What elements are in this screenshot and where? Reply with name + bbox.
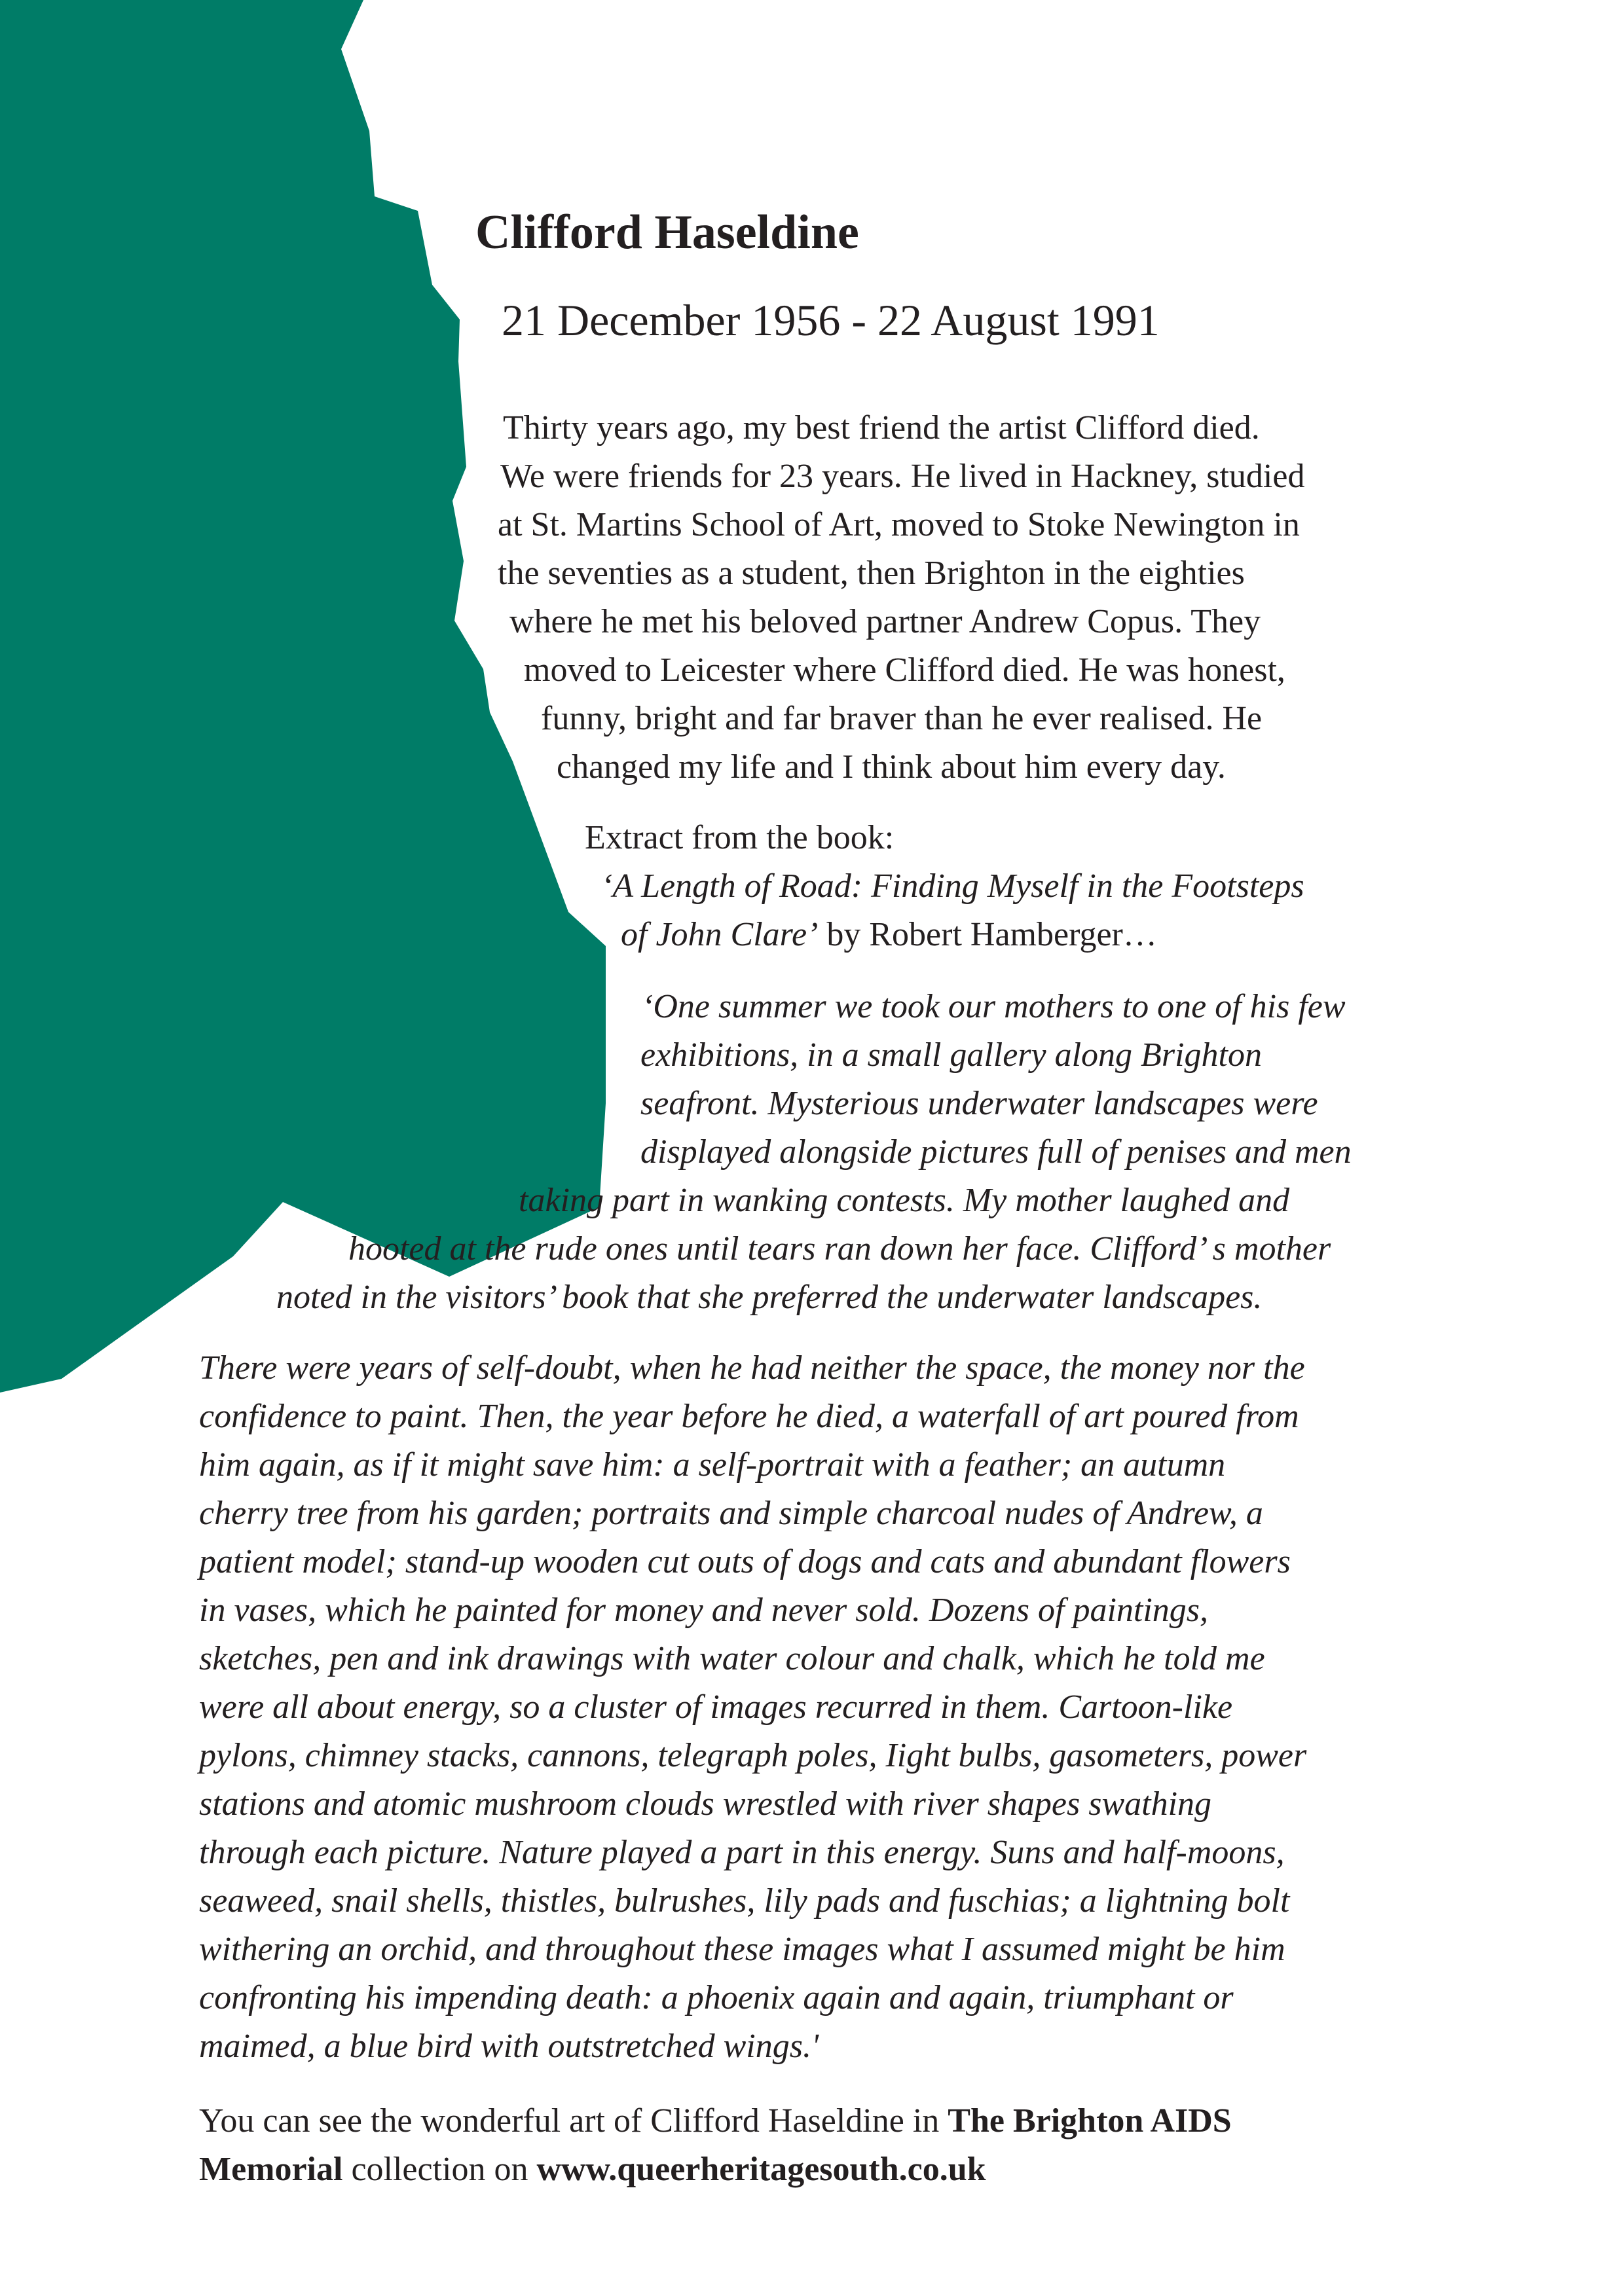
intro-line: changed my life and I think about him every day. — [557, 748, 1226, 786]
quote-line: exhibitions, in a small gallery along Brighton — [640, 1036, 1262, 1074]
life-dates: 21 December 1956 - 22 August 1991 — [502, 295, 1160, 345]
book-title-line: ‘A Length of Road: Finding Myself in the Footsteps — [601, 867, 1304, 905]
page-title: Clifford Haseldine — [475, 206, 859, 259]
body-line: confidence to paint. Then, the year before he died, a waterfall of art poured from — [199, 1398, 1299, 1435]
body-line: cherry tree from his garden; portraits and simple charcoal nudes of Andrew, a — [199, 1495, 1263, 1532]
extract-label: Extract from the book: — [585, 819, 895, 856]
memorial-name-end: Memorial — [199, 2151, 343, 2188]
body-line: withering an orchid, and throughout these images what I assumed might be him — [199, 1931, 1285, 1968]
body-line: sketches, pen and ink drawings with water colour and chalk, which he told me — [199, 1640, 1265, 1677]
website-link[interactable]: www.queerheritagesouth.co.uk — [536, 2151, 986, 2188]
quote-line: ‘One summer we took our mothers to one of his few — [642, 988, 1346, 1025]
memorial-name: The Brighton AIDS — [948, 2102, 1232, 2140]
body-line: stations and atomic mushroom clouds wrestled with river shapes swathing — [199, 1785, 1212, 1823]
quote-line: taking part in wanking contests. My mother laughed and — [519, 1182, 1290, 1219]
footer-text: collection on — [342, 2151, 537, 2188]
body-line: through each picture. Nature played a part in this energy. Suns and half-moons, — [199, 1834, 1285, 1871]
intro-line: the seventies as a student, then Brighton in the eighties — [498, 555, 1245, 592]
book-author: by Robert Hamberger… — [818, 916, 1157, 953]
intro-line: Thirty years ago, my best friend the artist Clifford died. — [503, 409, 1260, 446]
quote-line: displayed alongside pictures full of penises and men — [640, 1133, 1352, 1171]
body-line: patient model; stand-up wooden cut outs of dogs and cats and abundant flowers — [199, 1543, 1291, 1580]
book-title-author-line — [621, 918, 1157, 952]
intro-line: We were friends for 23 years. He lived in Hackney, studied — [500, 458, 1305, 495]
body-line: in vases, which he painted for money and never sold. Dozens of paintings, — [199, 1592, 1209, 1629]
intro-line: funny, bright and far braver than he ever realised. He — [541, 700, 1263, 737]
intro-line: at St. Martins School of Art, moved to Stoke Newington in — [498, 506, 1300, 543]
body-line: maimed, a blue bird with outstretched wings.' — [199, 2028, 819, 2065]
footer-text: You can see the wonderful art of Clifford Haseldine in — [199, 2102, 948, 2140]
body-line: There were years of self-doubt, when he had neither the space, the money nor the — [199, 1349, 1305, 1387]
footer-line-2 — [199, 2153, 986, 2187]
body-line: seaweed, snail shells, thistles, bulrushes, lily pads and fuschias; a lightning bolt — [199, 1882, 1290, 1920]
intro-line: where he met his beloved partner Andrew Copus. They — [509, 603, 1261, 640]
quote-line: seafront. Mysterious underwater landscapes were — [640, 1085, 1318, 1122]
intro-line: moved to Leicester where Clifford died. He was honest, — [524, 651, 1285, 689]
book-title-end: of John Clare’ — [621, 916, 819, 953]
quote-line: hooted at the rude ones until tears ran down her face. Clifford’ s mother — [348, 1230, 1331, 1267]
footer-line-1 — [199, 2104, 1232, 2138]
body-line: were all about energy, so a cluster of images recurred in them. Cartoon-like — [199, 1688, 1233, 1726]
body-line: him again, as if it might save him: a self-portrait with a feather; an autumn — [199, 1446, 1226, 1484]
body-line: confronting his impending death: a phoenix again and again, triumphant or — [199, 1979, 1234, 2016]
body-line: pylons, chimney stacks, cannons, telegraph poles, Iight bulbs, gasometers, power — [199, 1737, 1307, 1774]
quote-line: noted in the visitors’ book that she preferred the underwater landscapes. — [276, 1279, 1263, 1316]
